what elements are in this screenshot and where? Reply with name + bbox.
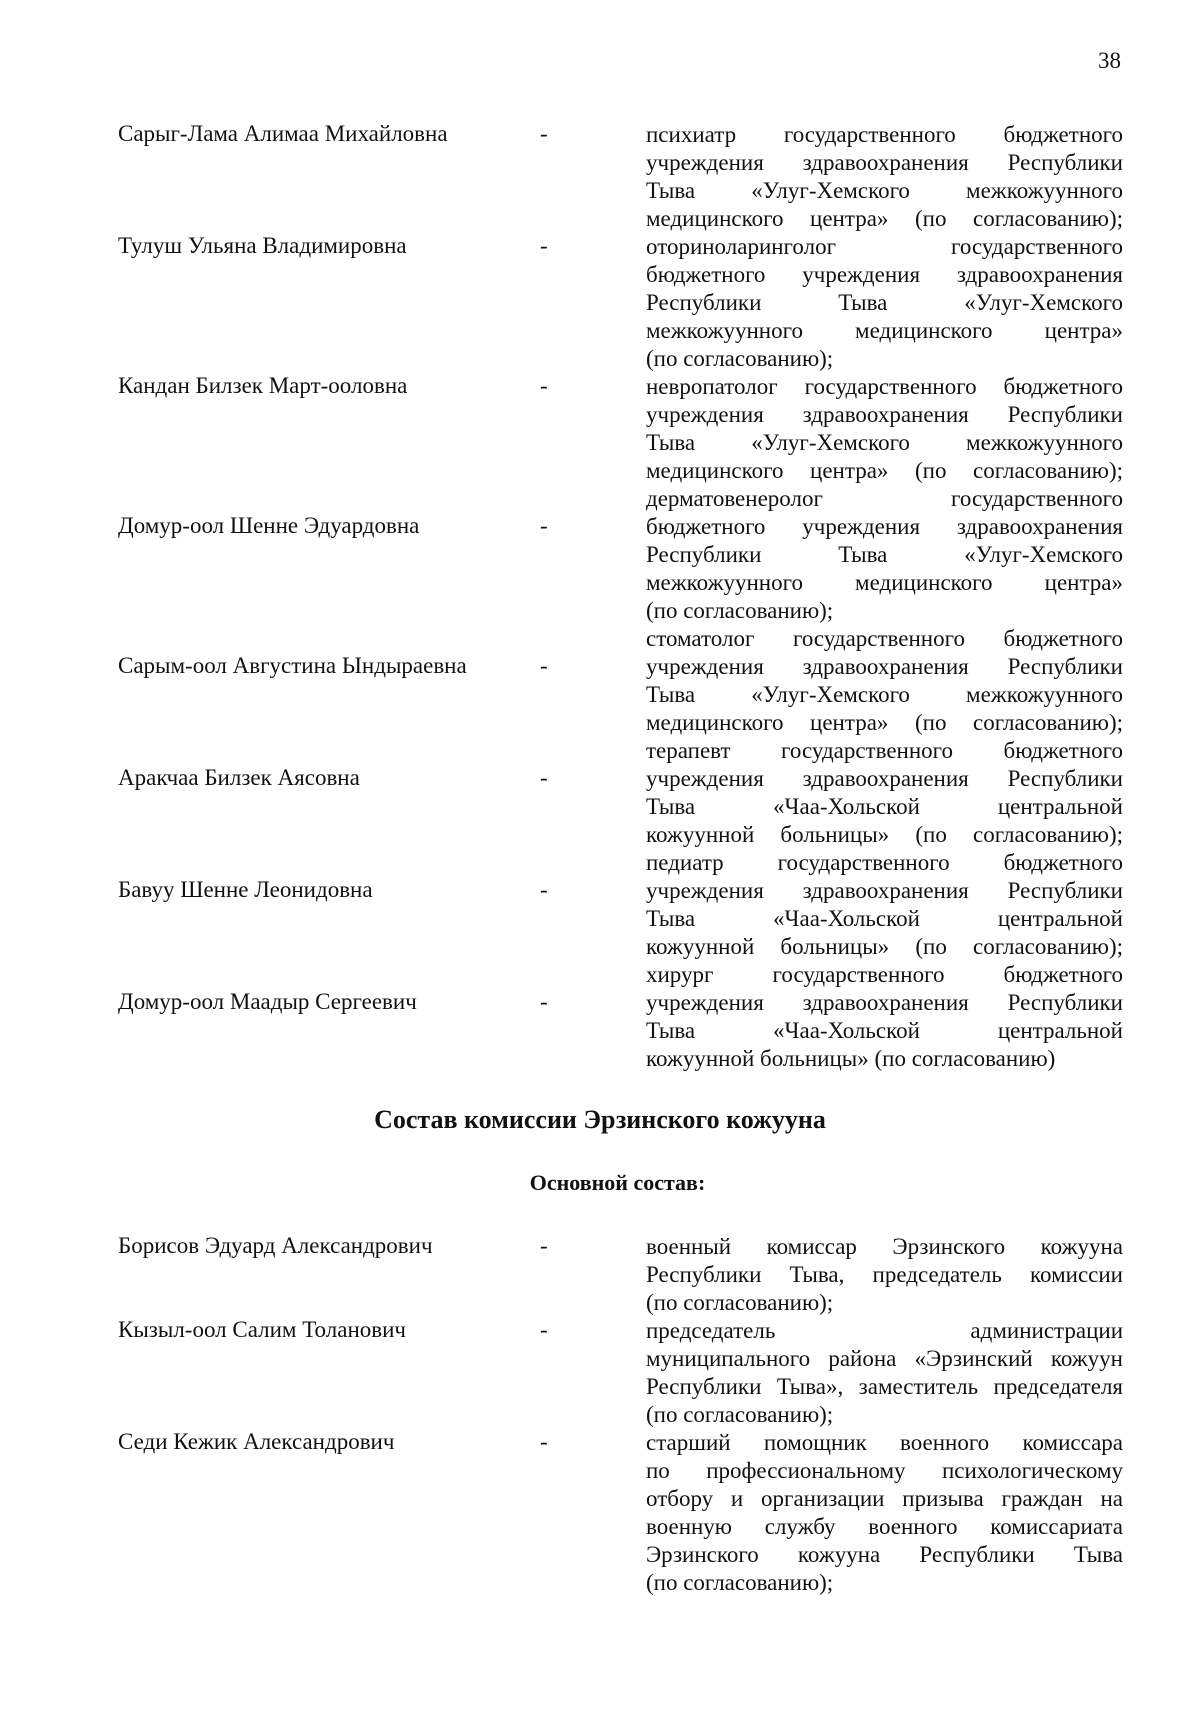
role-line: Тыва «Улуг-Хемского межкожуунного [646,430,1123,455]
role-line: старший помощник военного комиссара [646,1430,1123,1455]
role-line: терапевт государственного бюджетного [646,738,1123,763]
role-line: Республики Тыва», заместитель председателя [646,1374,1123,1399]
member-role [646,1317,1123,1429]
role-line: кожуунной больницы» (по согласованию); [646,934,1123,959]
member-name: Домур-оол Шенне Эдуардовна [118,513,420,538]
dash-separator: - [540,373,548,398]
role-line: Эрзинского кожууна Республики Тыва [646,1542,1123,1567]
member-name: Сарым-оол Августина Ындыраевна [118,653,467,678]
role-line: хирург государственного бюджетного [646,962,1123,987]
subsection-title: Основной состав: [529,1170,706,1195]
dash-separator: - [540,877,548,902]
role-line: по профессиональному психологическому [646,1458,1123,1483]
dash-separator: - [540,765,548,790]
role-line: Тыва «Чаа-Хольской центральной [646,1018,1123,1043]
dash-separator: - [540,513,548,538]
role-line: военную службу военного комиссариата [646,1514,1123,1539]
role-line: Тыва «Чаа-Хольской центральной [646,906,1123,931]
role-line: Тыва «Улуг-Хемского межкожуунного [646,682,1123,707]
role-line: (по согласованию); [646,346,834,371]
member-name: Тулуш Ульяна Владимировна [118,233,407,258]
dash-separator: - [540,233,548,258]
role-line: председатель администрации [646,1318,1123,1343]
dash-separator: - [540,1233,548,1258]
role-line: военный комиссар Эрзинского кожууна [646,1234,1123,1259]
role-line: межкожуунного медицинского центра» [646,318,1123,343]
member-role [646,849,1123,961]
dash-separator: - [540,989,548,1014]
dash-separator: - [540,1429,548,1454]
role-line: отбору и организации призыва граждан на [646,1486,1123,1511]
dash-separator: - [540,1317,548,1342]
role-line: Тыва «Улуг-Хемского межкожуунного [646,178,1123,203]
role-line: учреждения здравоохранения Республики [646,990,1123,1015]
role-line: межкожуунного медицинского центра» [646,570,1123,595]
role-line: медицинского центра» (по согласованию); [646,710,1123,735]
role-line: учреждения здравоохранения Республики [646,654,1123,679]
role-line: медицинского центра» (по согласованию); [646,458,1123,483]
role-line: Республики Тыва «Улуг-Хемского [646,290,1123,315]
role-line: учреждения здравоохранения Республики [646,402,1123,427]
role-line: Тыва «Чаа-Хольской центральной [646,794,1123,819]
member-role [646,1429,1123,1597]
role-line: учреждения здравоохранения Республики [646,878,1123,903]
member-name: Аракчаа Билзек Аясовна [118,765,360,790]
role-line: (по согласованию); [646,1402,834,1427]
member-role [646,737,1123,849]
member-role [646,485,1123,625]
member-role [646,961,1123,1073]
member-name: Бавуу Шенне Леонидовна [118,877,373,902]
role-line: (по согласованию); [646,598,834,623]
role-line: кожуунной больницы» (по согласованию); [646,822,1123,847]
member-role [646,625,1123,737]
member-role [646,1233,1123,1317]
role-line: оториноларинголог государственного [646,234,1123,259]
role-line: дерматовенеролог государственного [646,486,1123,511]
role-line: невропатолог государственного бюджетного [646,374,1123,399]
role-line: (по согласованию); [646,1570,834,1595]
section-title: Состав комиссии Эрзинского кожууна [374,1105,826,1134]
member-name: Кандан Билзек Март-ооловна [118,373,408,398]
member-name: Седи Кежик Александрович [118,1429,395,1454]
role-line: медицинского центра» (по согласованию); [646,206,1123,231]
role-line: психиатр государственного бюджетного [646,122,1123,147]
member-name: Кызыл-оол Салим Толанович [118,1317,406,1342]
role-line: педиатр государственного бюджетного [646,850,1123,875]
role-line: учреждения здравоохранения Республики [646,766,1123,791]
page-number: 38 [1098,48,1121,73]
role-line: стоматолог государственного бюджетного [646,626,1123,651]
member-role [646,121,1123,233]
role-line: учреждения здравоохранения Республики [646,150,1123,175]
role-line: бюджетного учреждения здравоохранения [646,262,1123,287]
role-line: Республики Тыва «Улуг-Хемского [646,542,1123,567]
member-name: Домур-оол Маадыр Сергеевич [118,989,417,1014]
member-name: Борисов Эдуард Александрович [118,1233,433,1258]
member-role [646,233,1123,373]
role-line: муниципального района «Эрзинский кожуун [646,1346,1123,1371]
member-name: Сарыг-Лама Алимаа Михайловна [118,121,448,146]
role-line: бюджетного учреждения здравоохранения [646,514,1123,539]
dash-separator: - [540,653,548,678]
role-line: (по согласованию); [646,1290,834,1315]
dash-separator: - [540,121,548,146]
role-line: кожуунной больницы» (по согласованию) [646,1046,1056,1071]
role-line: Республики Тыва, председатель комиссии [646,1262,1123,1287]
member-role [646,373,1123,485]
